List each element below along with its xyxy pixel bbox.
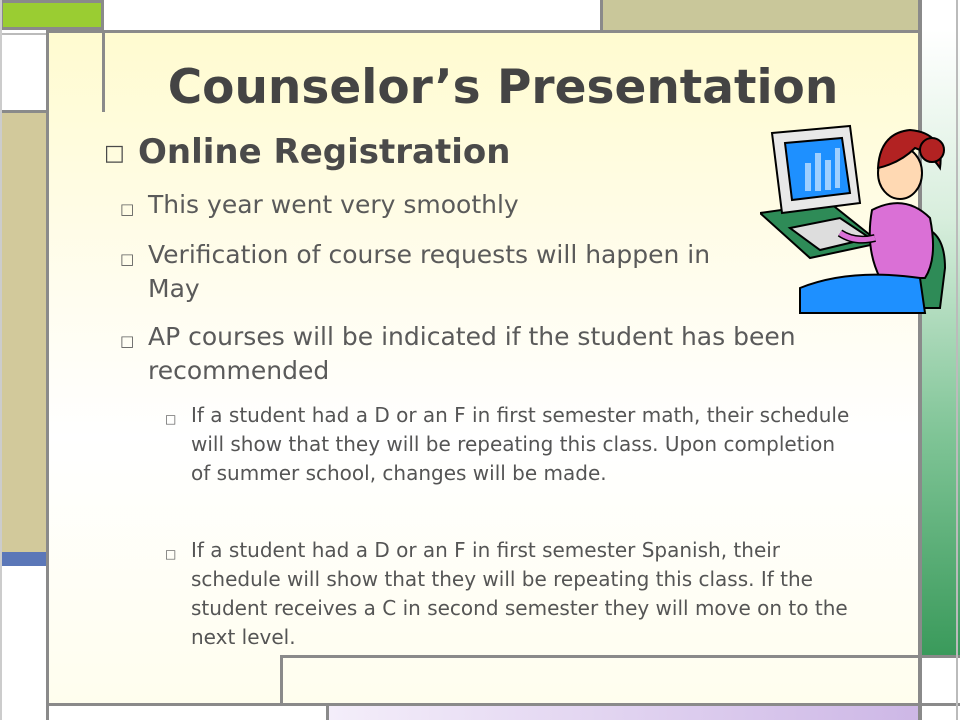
bullet-text: Verification of course requests will happen in May (148, 240, 711, 303)
slide-title: Counselor’s Presentation (167, 60, 839, 115)
sub-bullet-item (165, 536, 855, 652)
bullet-marker: □ (165, 412, 177, 426)
frame-line (46, 703, 960, 706)
heading-text: Online Registration (138, 132, 511, 172)
frame-line (280, 655, 960, 658)
decorative-lavender-block (328, 706, 922, 720)
bullet-item (120, 238, 732, 306)
bullet-text: AP courses will be indicated if the student has been recommended (148, 322, 796, 385)
bullet-marker: □ (165, 547, 177, 561)
frame-line (46, 30, 922, 33)
bullet-marker: □ (120, 332, 135, 350)
bullet-item (120, 320, 860, 388)
bullet-text: This year went very smoothly (148, 190, 519, 219)
decorative-khaki-block (0, 112, 46, 552)
decorative-blue-block (0, 552, 46, 566)
bullet-marker: □ (120, 200, 135, 218)
frame-line (326, 703, 329, 720)
frame-line (0, 33, 46, 35)
frame-line (0, 0, 2, 720)
heading-online-registration (104, 132, 510, 172)
bullet-marker: □ (120, 250, 135, 268)
frame-line (0, 110, 46, 113)
sub-bullet-item (165, 401, 855, 488)
frame-line (280, 655, 283, 705)
sub-bullet-text: If a student had a D or an F in first semester math, their schedule will show that they will be repeating this class. Upon completion of summer school, changes will be made. (191, 403, 850, 485)
bullet-item (120, 188, 860, 226)
bullet-marker: □ (104, 141, 125, 166)
frame-line (46, 30, 49, 720)
sub-bullet-text: If a student had a D or an F in first semester Spanish, their schedule will show that they will be repeating this class. If the student receives a C in second semester they will move on to the next level. (191, 538, 848, 649)
decorative-green-block (0, 0, 104, 30)
